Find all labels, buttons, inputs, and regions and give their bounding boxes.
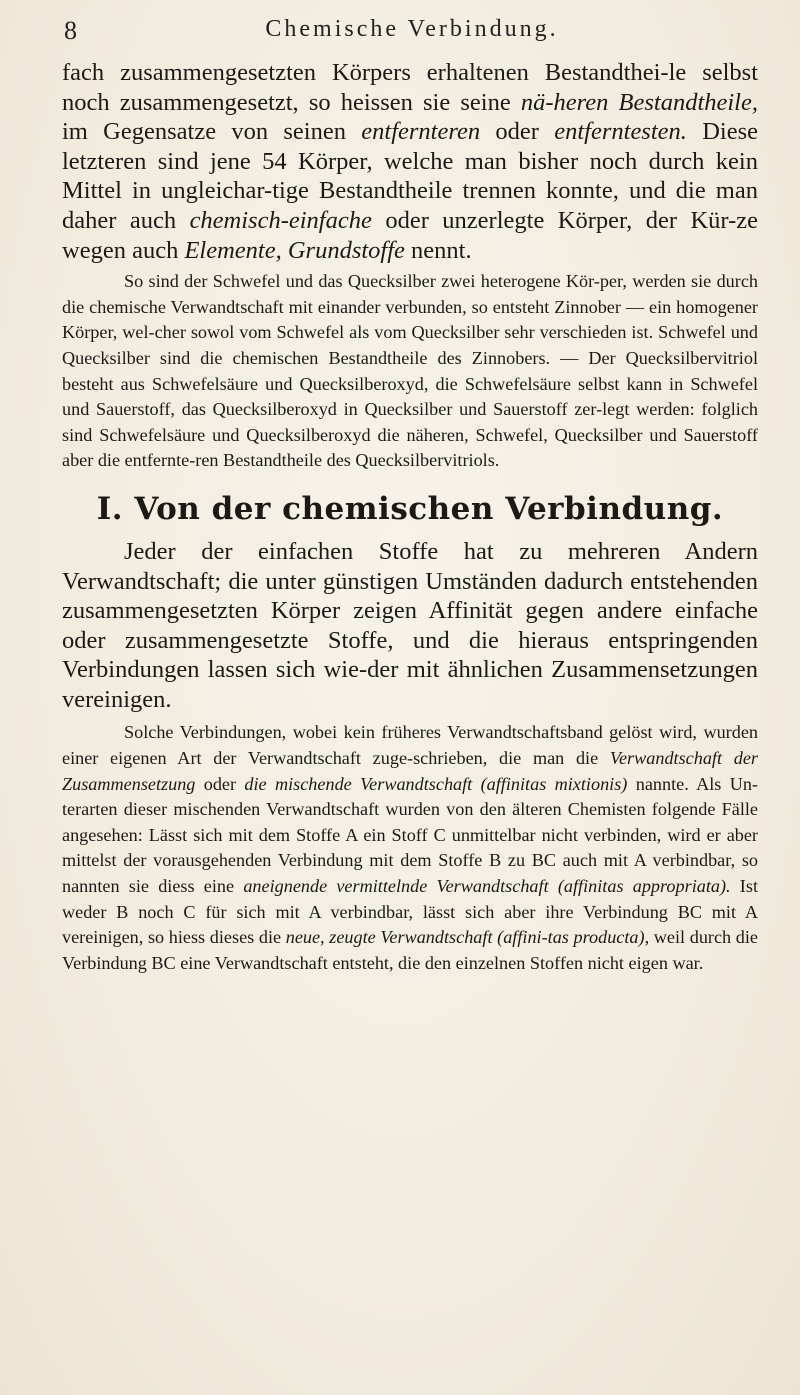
- para1-text-5: oder unzerlegte Körper, der Kür-ze wegen auch: [62, 206, 759, 264]
- running-head: Chemische Verbindung.: [265, 16, 559, 42]
- para1-italic-2: entfernteren: [361, 118, 481, 146]
- affinity-note-paragraph: [62, 720, 758, 976]
- para4-text-3: nannte. Als Un-terarten dieser mischenden Verwandtschaft wurden von den älteren Chemisten folgende Fälle angesehen: Lässt sich mit dem Stoffe A ein Stoff C unmittelbar nicht verbinden, wird er aber mittelst der vorausgehenden Verbindung mit dem Stoffe B zu BC auch mit A verbindbar, so nannten sie diess eine: [62, 773, 758, 897]
- para1-italic-5: Elemente, Grundstoffe: [184, 236, 405, 264]
- para4-text-4: Ist weder B noch C für sich mit A verbindbar, lässt sich aber ihre Verbindung BC mit A vereinigen, so hiess dieses die: [62, 876, 758, 948]
- body-text: [62, 58, 758, 976]
- para4-text-5: , weil durch die Verbindung BC eine Verwandtschaft entsteht, die den einzelnen Stoffen nicht eigen war.: [62, 927, 758, 973]
- para1-italic-1: nä-heren Bestandtheile,: [520, 88, 758, 116]
- para4-italic-1: Verwandtschaft der Zusammensetzung: [62, 748, 758, 794]
- para1-text-3: oder: [480, 118, 555, 146]
- para1-text-1: fach zusammengesetzten Körpers erhaltenen Bestandthei-le selbst noch zusammengesetzt, so heissen sie seine: [62, 59, 758, 116]
- section-heading: I. Von der chemischen Verbindung.: [96, 490, 724, 527]
- para4-text-1: Solche Verbindungen, wobei kein früheres Verwandtschaftsband gelöst wird, wurden einer eigenen Art der Verwandtschaft zuge-schrieben, die man die: [62, 722, 758, 769]
- para1-italic-3: entferntesten.: [554, 118, 687, 146]
- page-number: 8: [64, 16, 77, 45]
- para4-italic-3: aneignende vermittelnde Verwandtschaft (affinitas appropriata).: [243, 876, 731, 897]
- para1-text-2: im Gegensatze von seinen: [62, 118, 362, 146]
- para1-text-6: nennt.: [404, 236, 472, 264]
- para4-italic-4: neue, zeugte Verwandtschaft (affini-tas producta): [285, 927, 645, 948]
- para4-italic-2: die mischende Verwandtschaft (affinitas mixtionis): [244, 773, 628, 794]
- example-note-paragraph: So sind der Schwefel und das Quecksilber zwei heterogene Kör-per, werden sie durch die chemische Verwandtschaft mit einander verbunden, so entsteht Zinnober — ein homogener Körper, wel-cher sowol vom Schwefel als vom Quecksilber sehr verschieden ist. Schwefel und Quecksilber sind die chemischen Bestandtheile des Zinnobers. — Der Quecksilbervitriol besteht aus Schwefelsäure und Quecksilberoxyd, die Schwefelsäure selbst kann in Schwefel und Sauerstoff, das Quecksilberoxyd in Quecksilber und Sauerstoff zer-legt werden: folglich sind Schwefelsäure und Quecksilberoxyd die näheren, Schwefel, Quecksilber und Sauerstoff aber die entfernte-ren Bestandtheile des Quecksilbervitriols.: [62, 271, 758, 471]
- para1-italic-4: chemisch-einfache: [189, 206, 372, 234]
- section-paragraph: Jeder der einfachen Stoffe hat zu mehreren Andern Verwandtschaft; die unter günstigen Umständen dadurch entstehenden zusammengesetzten Körper zeigen Affinität gegen andere einfache oder zusammengesetzte Stoffe, und die hieraus entspringenden Verbindungen lassen sich wie-der mit ähnlichen Zusammensetzungen vereinigen.: [62, 537, 758, 713]
- para4-text-2: oder: [195, 773, 245, 794]
- paragraph-continued: [62, 58, 758, 265]
- para1-text-4: Diese letzteren sind jene 54 Körper, welche man bisher noch durch kein Mittel in ungleichar-tige Bestandtheile trennen konnte, und die man daher auch: [62, 118, 758, 234]
- page-header: [64, 14, 760, 54]
